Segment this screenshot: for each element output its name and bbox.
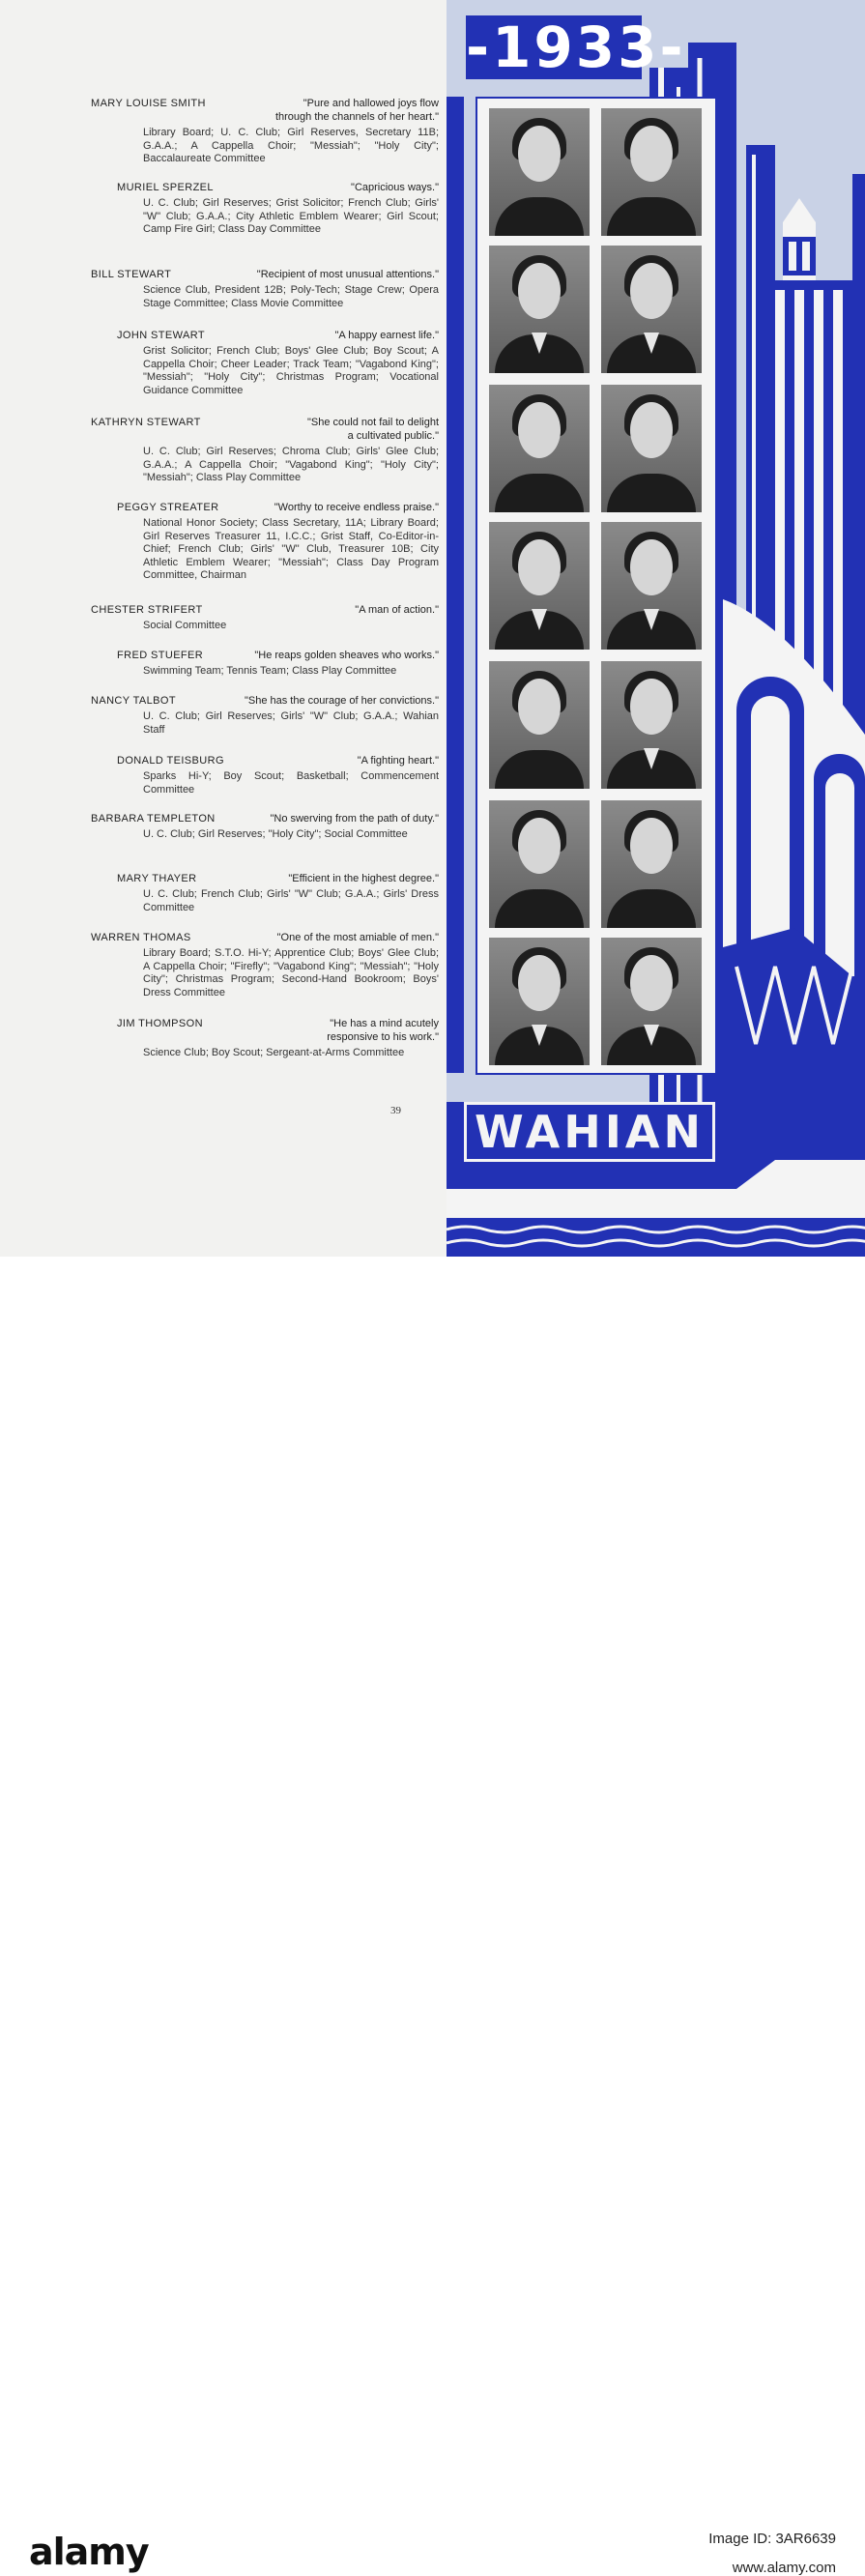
portrait-photo [601,108,702,236]
portrait-photo [601,246,702,373]
senior-quote: "Capricious ways." [351,182,439,193]
senior-quote: "Recipient of most unusual attentions." [256,269,439,280]
senior-name: CHESTER STRIFERT [91,604,203,616]
senior-entry [117,182,439,237]
senior-quote: "She could not fail to delight a cultivated public." [307,417,439,442]
portrait-photo [489,108,590,236]
senior-quote: "A happy earnest life." [334,330,439,341]
senior-quote: "Worthy to receive endless praise." [274,502,439,513]
senior-entry [91,604,439,633]
senior-entry [91,695,439,737]
senior-quote: "A fighting heart." [357,755,439,767]
watermark-footer [0,1257,865,2576]
senior-list [0,0,447,1257]
senior-entry [91,813,439,842]
senior-activities: U. C. Club; Girl Reserves; Grist Solicitor; French Club; Girls' "W" Club; G.A.A.; City Athletic Emblem Wearer; Girl Scout; Camp Fire Girl; Class Day Committee [143,197,439,235]
portrait-grid [476,97,717,1075]
senior-name: JOHN STEWART [117,330,205,341]
senior-quote: "No swerving from the path of duty." [270,813,439,825]
senior-activities: Sparks Hi-Y; Boy Scout; Basketball; Commencement Committee [143,770,439,796]
senior-name: KATHRYN STEWART [91,417,201,428]
year-banner: -1933- [466,14,686,80]
senior-name: BILL STEWART [91,269,172,280]
senior-quote: "Pure and hallowed joys flow through the channels of her heart." [274,98,439,123]
portrait-photo [489,522,590,650]
senior-activities: U. C. Club; Girl Reserves; Chroma Club; Girls' Glee Club; G.A.A.; A Cappella Choir; "Vagabond King"; "Holy City"; "Messiah"; Class Play Committee [143,446,439,483]
senior-activities: Science Club; Boy Scout; Sergeant-at-Arms Committee [143,1047,405,1058]
senior-name: BARBARA TEMPLETON [91,813,216,825]
senior-name: MURIEL SPERZEL [117,182,214,193]
senior-quote: "She has the courage of her convictions." [244,695,439,707]
senior-activities: National Honor Society; Class Secretary, 11A; Library Board; Girl Reserves Treasurer 11, I.C.C.; Grist Staff, Co-Editor-in-Chief; French Club; Girls' "W" Club, Treasurer 10B; City Athletic Emblem Wearer; "Messiah"; Class Day Program Committee, Chairman [143,517,439,581]
senior-quote: "A man of action." [355,604,439,616]
senior-name: MARY LOUISE SMITH [91,98,206,109]
senior-activities: Swimming Team; Tennis Team; Class Play Committee [143,665,397,677]
senior-name: JIM THOMPSON [117,1018,203,1029]
senior-entry [117,502,439,583]
senior-activities: U. C. Club; Girl Reserves; "Holy City"; Social Committee [143,828,408,840]
senior-activities: U. C. Club; Girl Reserves; Girls' "W" Club; G.A.A.; Wahian Staff [143,710,439,736]
senior-activities: Science Club, President 12B; Poly-Tech; Stage Crew; Opera Stage Committee; Class Movie Committee [143,284,439,309]
portrait-photo [601,385,702,512]
senior-activities: U. C. Club; French Club; Girls' "W" Club; G.A.A.; Girls' Dress Committee [143,888,439,913]
wahian-banner: WAHIAN [464,1102,715,1162]
senior-activities: Social Committee [143,620,227,631]
senior-entry [117,755,439,796]
portrait-photo [489,661,590,789]
senior-quote: "He has a mind acutely responsive to his work." [327,1018,439,1043]
senior-entry [91,269,439,310]
image-id-label: Image ID: 3AR6639 [708,2531,836,2547]
senior-entry [91,98,439,166]
senior-name: PEGGY STREATER [117,502,219,513]
portrait-photo [489,246,590,373]
senior-activities: Library Board; U. C. Club; Girl Reserves, Secretary 11B; G.A.A.; A Cappella Choir; "Messiah"; "Holy City"; Baccalaureate Committee [143,127,439,164]
portrait-photo [489,385,590,512]
senior-name: MARY THAYER [117,873,197,884]
senior-name: FRED STUEFER [117,650,204,661]
senior-entry [117,873,439,914]
senior-name: NANCY TALBOT [91,695,176,707]
senior-entry [117,330,439,397]
senior-entry [91,417,439,485]
page-number: 39 [390,1105,401,1116]
senior-entry [117,650,439,679]
portrait-photo [601,522,702,650]
portrait-photo [489,938,590,1065]
portrait-photo [601,800,702,928]
senior-quote: "He reaps golden sheaves who works." [254,650,439,661]
senior-entry [117,1018,439,1060]
senior-entry [91,932,439,999]
art-deco-panel [447,0,865,1257]
site-url: www.alamy.com [732,2560,836,2576]
portrait-photo [489,800,590,928]
senior-name: WARREN THOMAS [91,932,191,943]
senior-name: DONALD TEISBURG [117,755,224,767]
senior-quote: "Efficient in the highest degree." [288,873,439,884]
portrait-photo [601,938,702,1065]
yearbook-page [0,0,865,1257]
senior-activities: Library Board; S.T.O. Hi-Y; Apprentice Club; Boys' Glee Club; A Cappella Choir; "Firefly"; "Vagabond King"; "Messiah"; "Holy City"; Christmas Program; Second-Hand Bookroom; Boys' Dress Committee [143,947,439,999]
senior-quote: "One of the most amiable of men." [276,932,439,943]
brand-logo: alamy [29,2531,149,2573]
senior-activities: Grist Solicitor; French Club; Boys' Glee Club; Boy Scout; A Cappella Choir; Cheer Leader; Track Team; "Vagabond King"; "Messiah"; "Holy City"; Christmas Program; Vocational Guidance Committee [143,345,439,396]
portrait-photo [601,661,702,789]
